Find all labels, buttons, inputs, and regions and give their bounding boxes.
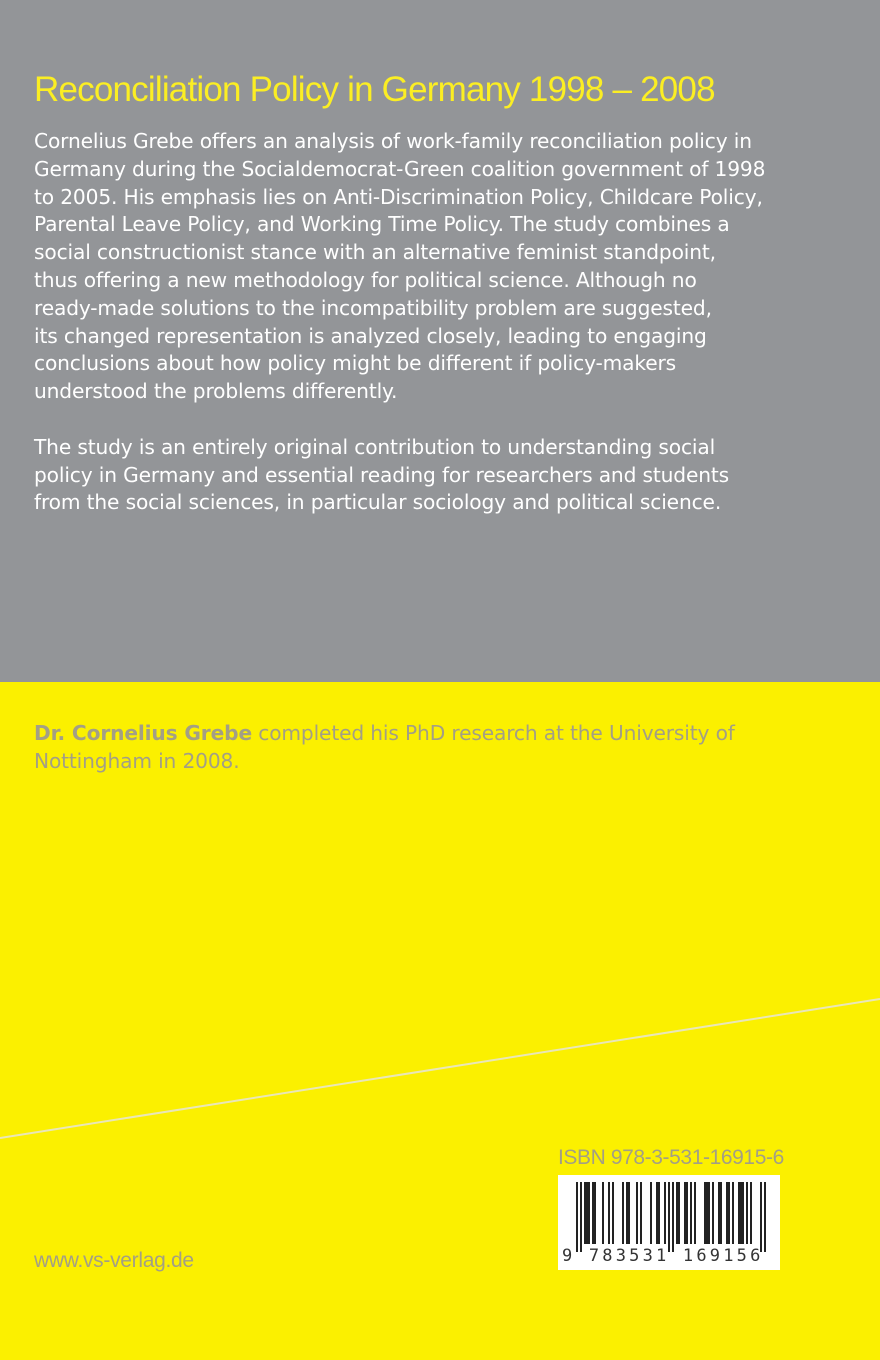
barcode-bar	[580, 1182, 582, 1252]
barcode-bar	[602, 1182, 604, 1244]
barcode	[558, 1175, 780, 1270]
text-line: Parental Leave Policy, and Working Time Policy. The study combines a	[34, 212, 730, 237]
text-line: Germany during the Socialdemocrat-Green coalition government of 1998	[34, 156, 766, 181]
publisher-website: www.vs-verlag.de	[34, 1249, 194, 1272]
author-name: Dr. Cornelius Grebe	[34, 721, 252, 745]
barcode-bar	[576, 1182, 578, 1252]
barcode-bar	[740, 1182, 742, 1244]
barcode-bar	[678, 1182, 680, 1244]
barcode-bar	[708, 1182, 710, 1244]
barcode-bar	[658, 1182, 660, 1244]
barcode-bar	[594, 1182, 596, 1244]
diagonal-line	[0, 999, 880, 1138]
barcode-bar	[686, 1182, 688, 1244]
bio-line-1	[34, 720, 834, 748]
text-line: its changed representation is analyzed closely, leading to engaging	[34, 323, 707, 348]
bio-text: completed his PhD research at the University of	[252, 721, 735, 745]
barcode-bar	[608, 1182, 610, 1244]
barcode-bar	[622, 1182, 624, 1244]
barcode-bar	[586, 1182, 588, 1244]
barcode-bar	[728, 1182, 730, 1244]
barcode-bar	[706, 1182, 708, 1244]
text-line: from the social sciences, in particular sociology and political science.	[34, 490, 722, 515]
text-line: understood the problems differently.	[34, 379, 398, 404]
barcode-bar	[640, 1182, 642, 1244]
text-line: conclusions about how policy might be different if policy-makers	[34, 351, 676, 376]
isbn-label: ISBN 978-3-531-16915-6	[558, 1146, 784, 1169]
barcode-bar	[664, 1182, 666, 1244]
barcode-bar	[718, 1182, 720, 1244]
text-line: to 2005. His emphasis lies on Anti-Discrimination Policy, Childcare Policy,	[34, 184, 763, 209]
barcode-bar	[750, 1182, 752, 1244]
barcode-bar	[592, 1182, 594, 1244]
barcode-bar	[742, 1182, 744, 1244]
description-paragraph-1	[34, 128, 834, 406]
barcode-bar	[684, 1182, 686, 1244]
barcode-bar	[676, 1182, 678, 1244]
text-line: policy in Germany and essential reading for researchers and students	[34, 462, 730, 487]
barcode-bar	[726, 1182, 728, 1244]
barcode-bar	[720, 1182, 722, 1244]
author-bio	[34, 720, 834, 776]
barcode-bar	[650, 1182, 652, 1244]
barcode-bar	[636, 1182, 638, 1244]
barcode-bar	[626, 1182, 628, 1244]
text-line: Cornelius Grebe offers an analysis of work-family reconciliation policy in	[34, 129, 752, 153]
barcode-bar	[746, 1182, 748, 1244]
barcode-bar	[612, 1182, 614, 1244]
book-description	[34, 128, 834, 545]
barcode-bar	[628, 1182, 630, 1244]
barcode-bar	[672, 1182, 674, 1252]
barcode-bar	[764, 1182, 766, 1252]
bio-line-2: Nottingham in 2008.	[34, 748, 240, 773]
book-title: Reconciliation Policy in Germany 1998 – 2008	[34, 70, 715, 109]
barcode-digits: 9 783531 169156	[562, 1246, 764, 1266]
text-line: social constructionist stance with an alternative feminist standpoint,	[34, 240, 716, 265]
barcode-bar	[588, 1182, 590, 1244]
barcode-bar	[712, 1182, 714, 1244]
barcode-bar	[760, 1182, 762, 1252]
barcode-bar	[704, 1182, 706, 1244]
text-line: ready-made solutions to the incompatibility problem are suggested,	[34, 295, 712, 320]
barcode-bar	[656, 1182, 658, 1244]
text-line: thus offering a new methodology for political science. Although no	[34, 267, 697, 292]
barcode-bar	[732, 1182, 734, 1244]
barcode-bar	[668, 1182, 670, 1252]
barcode-bar	[690, 1182, 692, 1244]
barcode-bar	[584, 1182, 586, 1244]
barcode-bar	[694, 1182, 696, 1244]
text-line: The study is an entirely original contribution to understanding social	[34, 434, 716, 459]
barcode-bar	[738, 1182, 740, 1244]
description-paragraph-2	[34, 434, 834, 517]
